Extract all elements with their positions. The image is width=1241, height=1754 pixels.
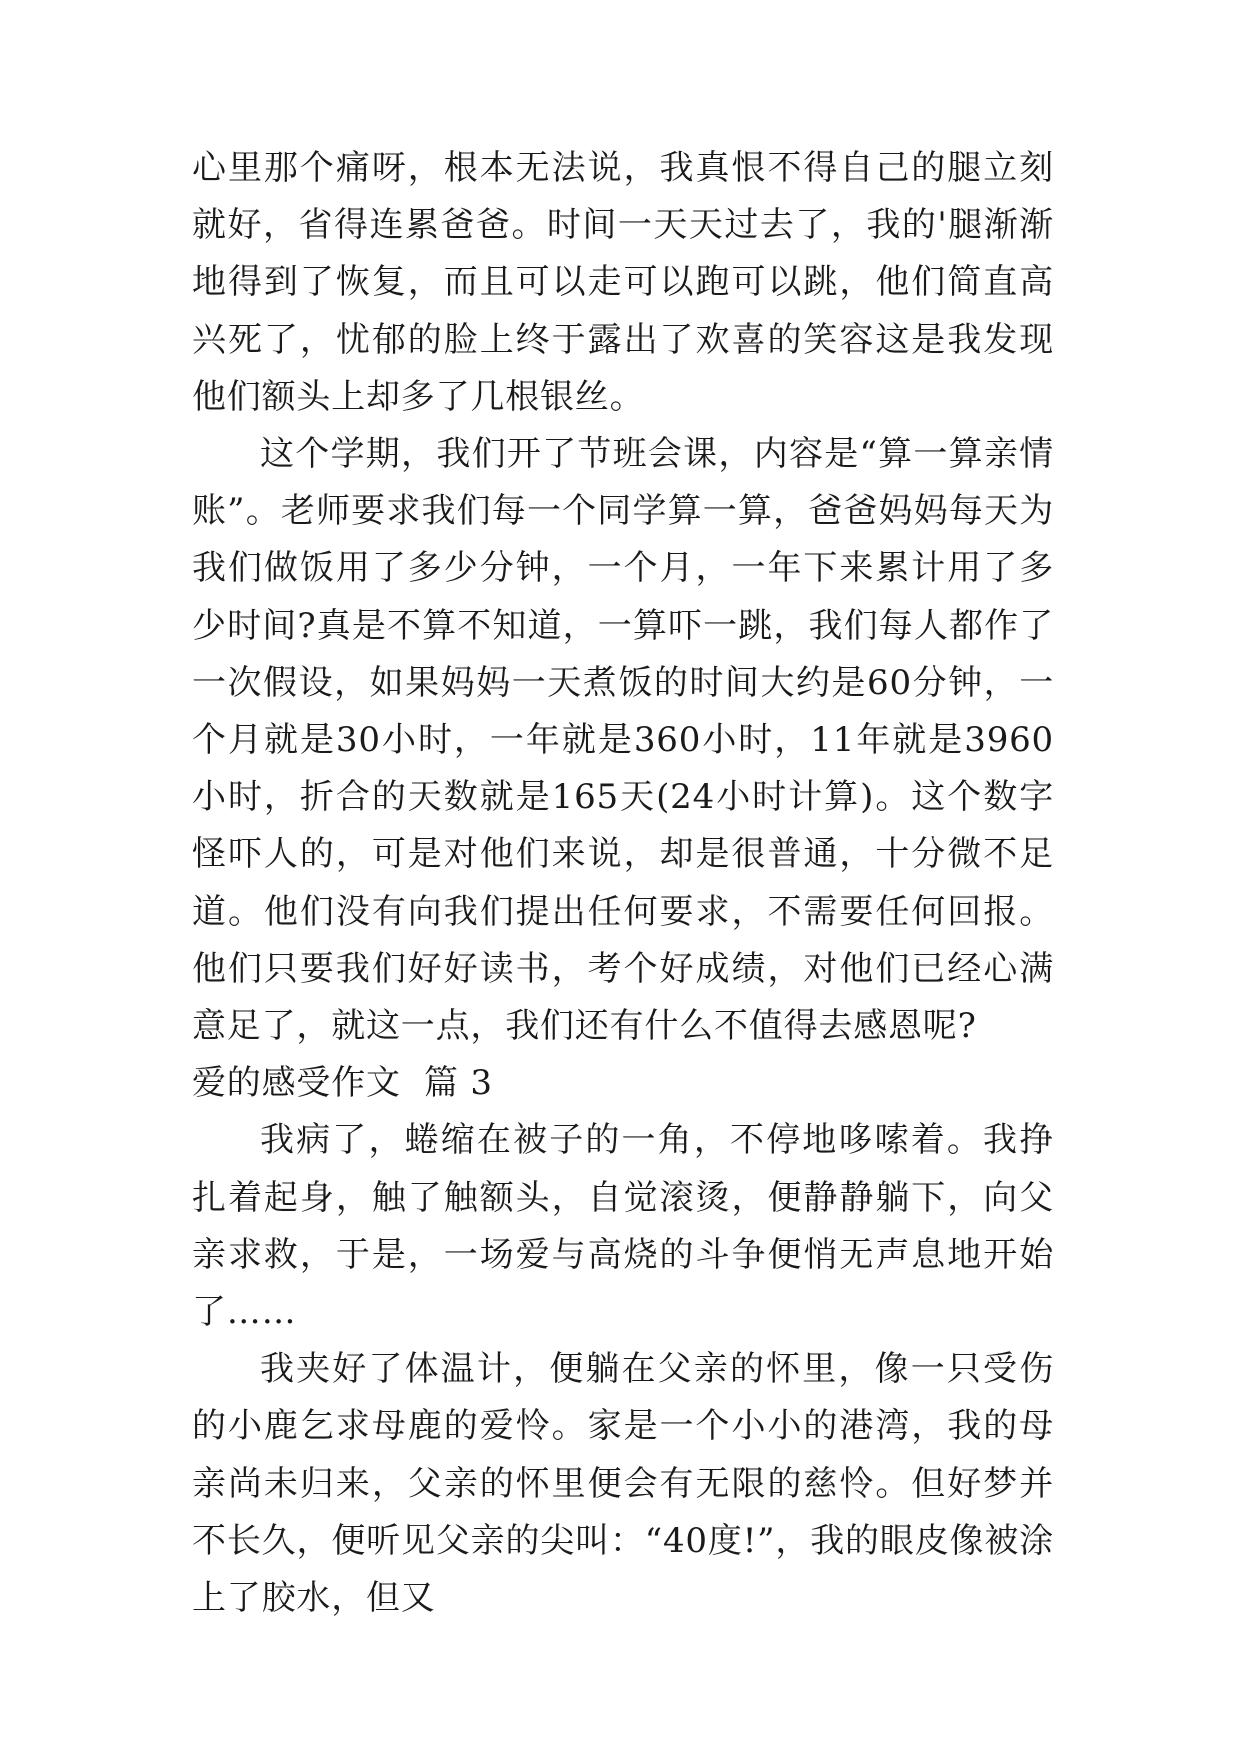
paragraph-3: 我病了，蜷缩在被子的一角，不停地哆嗦着。我挣扎着起身，触了触额头，自觉滚烫，便静静躺下，向父亲求救，于是，一场爱与高烧的斗争便悄无声息地开始了…… <box>192 1120 1054 1333</box>
paragraph-4: 我夹好了体温计，便躺在父亲的怀里，像一只受伤的小鹿乞求母鹿的爱怜。家是一个小小的港湾，我的母亲尚未归来，父亲的怀里便会有无限的慈怜。但好梦并不长久，便听见父亲的尖叫：“40度!”，我的眼皮像被涂上了胶水，但又 <box>192 1349 1054 1619</box>
section-heading: 爱的感受作文 篇 3 <box>192 1063 493 1104</box>
paragraph-1: 心里那个痛呀，根本无法说，我真恨不得自己的腿立刻就好，省得连累爸爸。时间一天天过去了，我的'腿渐渐地得到了恢复，而且可以走可以跑可以跳，他们简直高兴死了，忧郁的脸上终于露出了欢喜的笑容这是我发现他们额头上却多了几根银丝。 <box>192 148 1054 417</box>
document-page <box>192 140 1054 1627</box>
paragraph-2: 这个学期，我们开了节班会课，内容是“算一算亲情账”。老师要求我们每一个同学算一算，爸爸妈妈每天为我们做饭用了多少分钟，一个月，一年下来累计用了多少时间?真是不算不知道，一算吓一跳，我们每人都作了一次假设，如果妈妈一天煮饭的时间大约是60分钟，一个月就是30小时，一年就是360小时，11年就是3960小时，折合的天数就是165天(24小时计算)。这个数字怪吓人的，可是对他们来说，却是很普通，十分微不足道。他们没有向我们提出任何要求，不需要任何回报。他们只要我们好好读书，考个好成绩，对他们已经心满意足了，就这一点，我们还有什么不值得去感恩呢? <box>192 434 1054 1047</box>
